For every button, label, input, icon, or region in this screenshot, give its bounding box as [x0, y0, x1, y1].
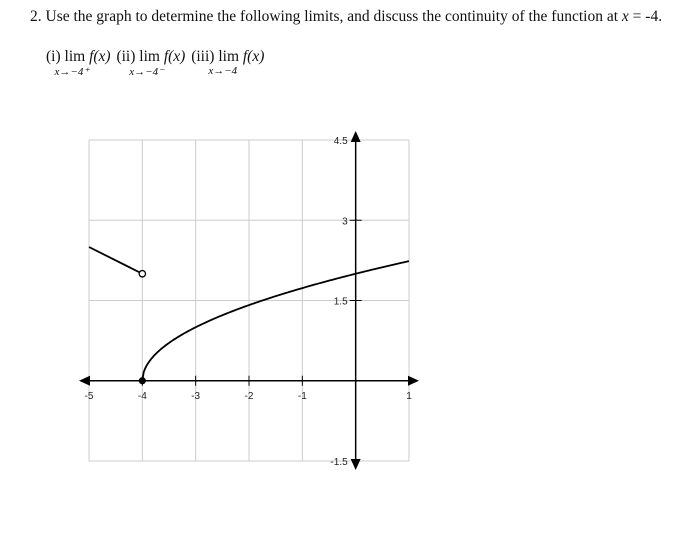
x-tick-label: -3	[191, 390, 201, 402]
y-tick-label: 4.5	[333, 136, 348, 147]
y-tick-label: 1.5	[333, 296, 348, 308]
y-tick-label: -1.5	[330, 457, 348, 468]
question-lead: 2. Use the graph to determine the following limits, and discuss the continuity of the function at	[30, 8, 619, 25]
limit-prefix: (i)	[46, 48, 61, 65]
question-variable: x	[621, 8, 629, 25]
limit-subscript: x→−4⁺	[54, 66, 90, 78]
left-segment-line	[89, 247, 139, 272]
x-tick-label: -5	[84, 390, 94, 402]
sqrt-curve	[142, 261, 409, 381]
y-axis-arrow-up	[351, 131, 361, 142]
limit-lim: lim	[64, 48, 86, 65]
closed-endpoint	[139, 377, 146, 384]
x-axis-arrow-right	[408, 376, 419, 386]
x-tick-label: 1	[406, 390, 412, 402]
limit-subscript: x→−4	[208, 65, 238, 77]
limit-prefix: (iii)	[191, 48, 215, 65]
open-endpoint	[139, 271, 145, 277]
y-axis-arrow-down	[351, 459, 361, 470]
x-axis-arrow-left	[79, 376, 90, 386]
x-tick-label: -4	[137, 390, 147, 402]
y-tick-label: 3	[342, 216, 348, 228]
limit-subscript: x→−4⁻	[129, 66, 164, 78]
question-tail: = -4.	[632, 8, 663, 25]
x-tick-label: -2	[244, 390, 254, 402]
x-tick-label: -1	[297, 390, 307, 402]
limit-lim: lim	[218, 48, 239, 65]
limit-lim: lim	[139, 48, 160, 65]
limit-prefix: (ii)	[116, 48, 136, 65]
limit-function: f(x)	[89, 48, 111, 65]
limit-function: f(x)	[242, 48, 265, 65]
limit-function: f(x)	[163, 48, 186, 65]
